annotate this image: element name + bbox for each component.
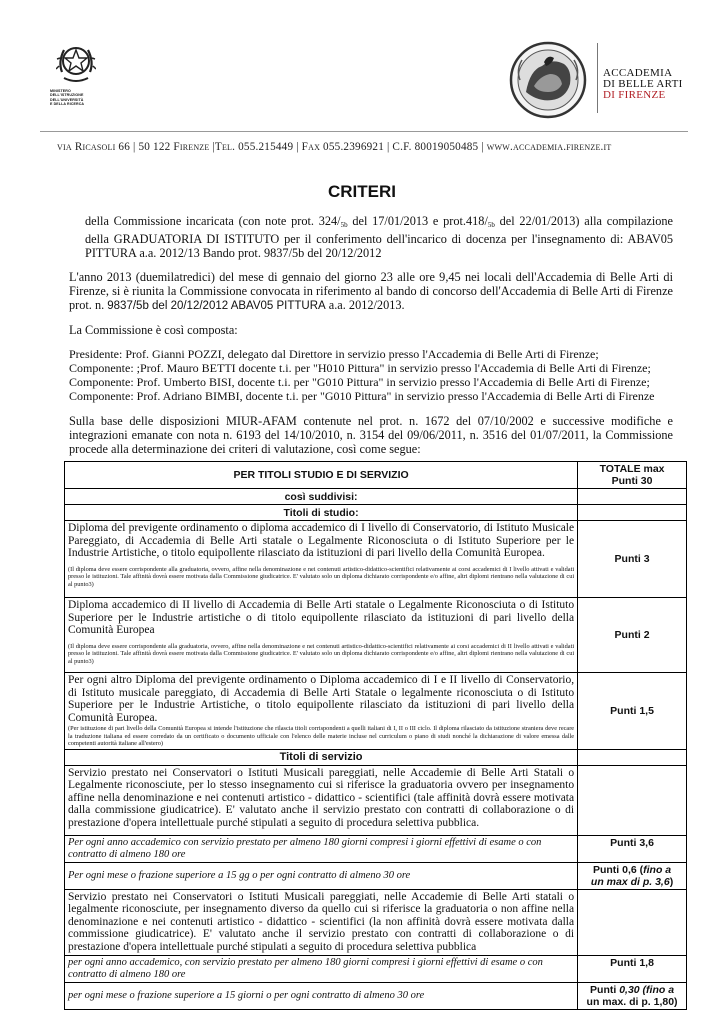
composition-intro: La Commissione è così composta:: [69, 323, 238, 337]
academy-city: DI FIRENZE: [603, 89, 666, 101]
member-line: Componente: Prof. Adriano BIMBI, docente t.i. per "G010 Pittura" in servizio presso l'Accademia di Belle Arti di Firenze: [69, 389, 655, 403]
meeting-paragraph: [69, 270, 673, 313]
criterion-note: (Per istituzione di pari livello della Comunità Europea si intende l'istituzione che rilascia titoli corrispondenti a quelli italiani di I, II o III ciclo. Il diploma rilasciato da istituzione straniera deve recare la traduzione italiana ed essere corredato da un certificato o documento ufficiale con l'elenco delle materie incluse nel curriculum o piano di studi nonché la dichiarazione di valore emessa dalle competenti autorità italiane all'estero): [68, 725, 575, 748]
basis-paragraph: Sulla base delle disposizioni MIUR-AFAM contenute nel prot. n. 1672 del 07/10/2002 e successive modifiche e integrazioni emanate con nota n. 6193 del 14/10/2010, n. 3154 del 09/06/2011, n. 3516 del 01/07/2011, la Commissione procede alla determinazione dei criteri di valutazione, così come segue:: [69, 414, 673, 456]
address-line: via Ricasoli 66 | 50 122 Firenze |Tel. 055.215449 | Fax 055.2396921 | C.F. 80019050485 | www.accademia.firenze.it: [57, 141, 612, 153]
criterion-cell: [65, 673, 578, 750]
member-line: Presidente: Prof. Gianni POZZI, delegato dal Direttore in servizio presso l'Accademia di Belle Arti di Firenze;: [69, 347, 599, 361]
points-limit: fino a: [643, 863, 672, 876]
letterhead: [0, 0, 724, 160]
header-divider: [597, 43, 598, 113]
points-value: Punti: [590, 983, 620, 996]
criterion-cell: Servizio prestato nei Conservatori o Istituti Musicali pareggiati, nelle Accademie di Belle Arti Statali o Legalmente riconosciute, per lo stesso insegnamento cui si riferisce la graduatoria ovvero per insegnamento affine nella denominazione e nei contenuti artistico - didattico - scientifici (tale affinità dovrà essere motivata dalla commissione giudicatrice). E' valutato anche il servizio prestato con contratti di collaborazione o di prestazione d'opera intellettuale purché stipulati a seguito di procedura selettiva pubblica.: [65, 765, 578, 835]
table-row: [65, 489, 687, 505]
meeting-text: L'anno 2013 (duemilatredici) del mese di gennaio del giorno 23 alle ore 9,45 nei locali dell'Accademia di Belle Arti di Firenze, si è riunita la Commissione convocata in riferimento al bando di concorso dell'Accademia di Belle Arti di Firenze prot. n.: [69, 270, 673, 312]
table-row: [65, 765, 687, 835]
points-close: ): [669, 875, 674, 888]
study-titles-heading: Titoli di studio:: [65, 505, 578, 521]
ministry-line: DELL'UNIVERSITÀ: [50, 97, 84, 102]
criterion-cell: Servizio prestato nei Conservatori o Istituti Musicali pareggiati, nelle Accademie di Belle Arti statali o legalmente riconosciute, per insegnamento diverso da quello cui si riferisce la graduatoria o non affine nella denominazione e nei contenuti artistico - didattico - scientifici (la non affinità dovrà essere motivata dalla commissione giudicatrice). E' valutato anche il servizio prestato con contratti di collaborazione o di prestazione d'opera intellettuale purché stipulati a seguito di procedura selettiva pubblica: [65, 889, 578, 955]
points-limit: 0,30 (fino a: [619, 983, 675, 996]
table-row: [65, 955, 687, 982]
header-rule: [40, 131, 688, 132]
intro-text: della Commissione incaricata (con note prot. 324/: [85, 214, 341, 228]
bando-reference: 9837/5b del 20/12/2012 ABAV05 PITTURA: [107, 300, 326, 312]
service-titles-heading: Titoli di servizio: [65, 749, 578, 765]
table-row: [65, 673, 687, 750]
academy-name: [603, 68, 683, 101]
intro-text: del 17/01/2013 e prot.418/: [347, 214, 488, 228]
table-row: [65, 982, 687, 1009]
table-row: [65, 521, 687, 598]
meeting-tail: a.a. 2012/2013.: [325, 298, 405, 312]
points-cell: Punti 3,6: [578, 835, 687, 862]
total-points: Punti 30: [611, 475, 653, 487]
empty-cell: [578, 505, 687, 521]
intro-sub: 5b: [340, 221, 348, 229]
empty-cell: [578, 749, 687, 765]
ministry-line: DELL'ISTRUZIONE: [50, 93, 84, 98]
total-label: TOTALE max: [599, 463, 665, 475]
ministry-line: E DELLA RICERCA: [50, 101, 85, 106]
academy-name-line: DI BELLE ARTI: [603, 78, 683, 90]
empty-cell: [578, 489, 687, 505]
table-row: [65, 889, 687, 955]
criterion-text: Per ogni altro Diploma del previgente ordinamento o Diploma accademico di I e II livello di Conservatorio, di Istituto musicale pareggiato, di Accademia di Belle Arti Statale o legalmente riconosciuta o di Istituto Superiore per le Industrie Artistiche, o titolo equipollente rilasciato da istituzioni di pari livello della Comunità Europea.: [68, 674, 575, 724]
ministry-line: MINISTERO: [50, 89, 71, 93]
intro-text: del 22/01/2013) alla compilazione della GRADUATORIA DI ISTITUTO per il conferimento dell'incarico di docenza per l'insegnamento di: ABAV05 PITTURA a.a. 2012/13 Bando prot. 9837/5b del 20/12/2012: [85, 214, 674, 260]
subdivided-cell: così suddivisi:: [65, 489, 578, 505]
points-limit: un max di p. 3,6: [590, 875, 670, 888]
points-cell: [578, 982, 687, 1009]
criteria-table: [64, 461, 687, 1010]
points-cell: [578, 862, 687, 889]
points-limit: un max. di p. 1,80): [586, 995, 678, 1008]
criterion-cell: [65, 521, 578, 598]
table-row: [65, 598, 687, 673]
ministry-name: [50, 89, 110, 106]
criterion-note: (Il diploma deve essere corrispondente alla graduatoria, ovvero, affine nella denominazione e nei contenuti artistico-didattico-scientifici relativamente ai corsi accademici di I livello attivati e validati presso le istituzioni. Tale affinità dovrà essere motivata dalla Commissione giudicatrice. E' valutato solo un diploma dichiarato corrispondente e/o affine, altri diplomi rientrano nella valutazione di cui al punto3): [68, 565, 575, 588]
commission-members: [69, 347, 689, 403]
points-cell: Punti 1,8: [578, 955, 687, 982]
table-row: [65, 835, 687, 862]
table-row: [65, 749, 687, 765]
document-title: CRITERI: [328, 182, 396, 201]
member-line: Componente: Prof. Umberto BISI, docente t.i. per "G010 Pittura" in servizio presso l'Accademia di Belle Arti di Firenze;: [69, 375, 650, 389]
criterion-cell: per ogni anno accademico, con servizio prestato per almeno 180 giorni compresi i giorni effettivi di esame o con contratto di almeno 180 ore: [65, 955, 578, 982]
criterion-note: (Il diploma deve essere corrispondente alla graduatoria, ovvero, affine nella denominazione e nei contenuti artistico-didattico-scientifici relativamente ai corsi accademici di II livello attivati e validati presso le istituzioni. Tale affinità dovrà essere motivata dalla Commissione giudicatrice. E' valutato solo un diploma dichiarato corrispondente e/o affine, altri diplomi rientrano nella valutazione di cui al punto3): [68, 642, 575, 665]
italian-republic-emblem-icon: [56, 42, 96, 84]
points-value: Punti 0,6 (: [592, 863, 644, 876]
header-total-cell: [578, 462, 687, 489]
table-row: [65, 862, 687, 889]
criterion-cell: Per ogni mese o frazione superiore a 15 gg o per ogni contratto di almeno 30 ore: [65, 862, 578, 889]
empty-cell: [578, 765, 687, 835]
empty-cell: [578, 889, 687, 955]
header-titles-cell: PER TITOLI STUDIO E DI SERVIZIO: [65, 462, 578, 489]
academy-medallion-logo: [508, 40, 588, 120]
points-cell: Punti 2: [578, 598, 687, 673]
criterion-text: Diploma del previgente ordinamento o diploma accademico di I livello di Conservatorio, di Istituto Musicale Pareggiato, di Accademia di Belle Arti statale o Legalmente Riconosciuta o di Istituto Superiore per le Industrie Artistiche, o titolo equipollente rilasciato da istituzioni di pari livello della Comunità Europea.: [68, 522, 575, 560]
criterion-cell: Per ogni anno accademico con servizio prestato per almeno 180 giorni compresi i giorni effettivi di esame o con contratto di almeno 180 ore: [65, 835, 578, 862]
points-cell: Punti 3: [578, 521, 687, 598]
table-row: [65, 462, 687, 489]
points-cell: Punti 1,5: [578, 673, 687, 750]
table-row: [65, 505, 687, 521]
criterion-cell: per ogni mese o frazione superiore a 15 giorni o per ogni contratto di almeno 30 ore: [65, 982, 578, 1009]
member-line: Componente: ;Prof. Mauro BETTI docente t.i. per "H010 Pittura" in servizio presso l'Accademia di Belle Arti di Firenze;: [69, 361, 651, 375]
intro-paragraph: [85, 214, 673, 260]
criterion-text: Diploma accademico di II livello di Accademia di Belle Arti statale o Legalmente Riconosciuta o di Istituto Superiore per le Industrie artistiche o di titolo equipollente rilasciato da istituzioni di pari livello della Comunità Europea: [68, 599, 575, 637]
criterion-cell: [65, 598, 578, 673]
academy-name-line: ACCADEMIA: [603, 67, 673, 79]
intro-sub: 5b: [487, 221, 495, 229]
